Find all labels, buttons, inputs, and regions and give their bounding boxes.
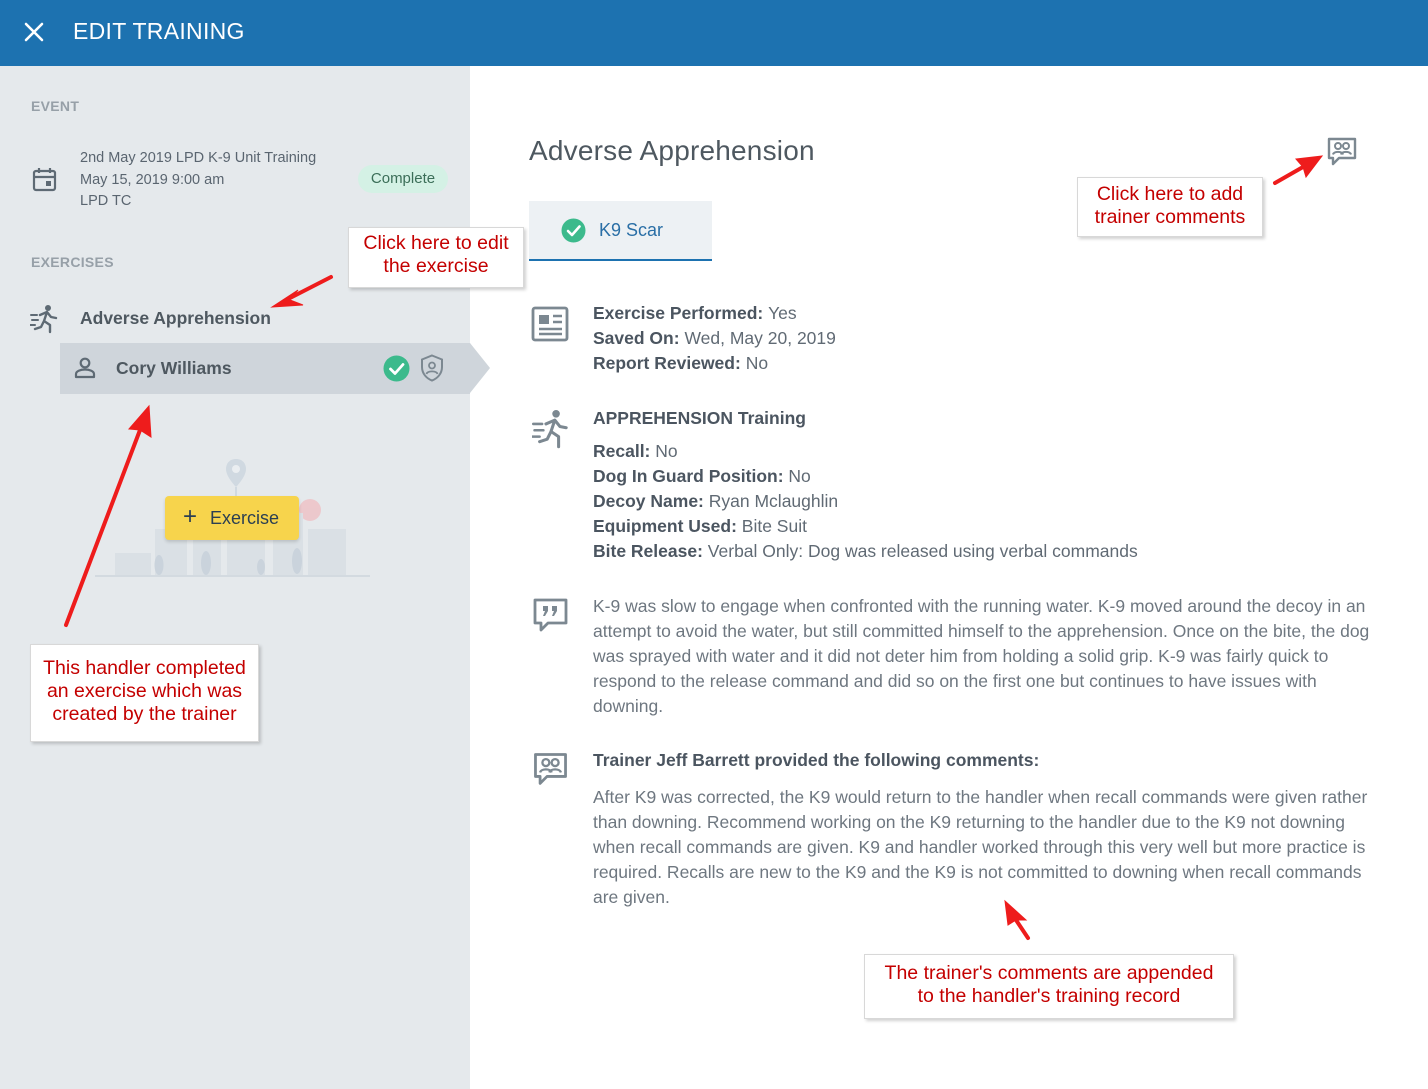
status-badge: Complete — [358, 165, 448, 193]
callout-edit-exercise: Click here to edit the exercise — [348, 227, 524, 288]
exercise-title: Adverse Apprehension — [529, 135, 815, 166]
handler-item[interactable] — [60, 343, 470, 394]
shield-icon — [420, 354, 444, 382]
plus-icon: + — [183, 503, 198, 530]
exercises-section-label: EXERCISES — [31, 254, 114, 270]
top-bar — [0, 0, 1428, 66]
field-row: Equipment Used: Bite Suit — [593, 516, 807, 536]
trainer-heading: Trainer Jeff Barrett provided the following comments: — [593, 750, 1040, 770]
event-location: LPD TC — [80, 193, 132, 209]
running-person-icon — [30, 304, 60, 334]
summary-row: Report Reviewed: No — [593, 353, 769, 373]
field-row: Bite Release: Verbal Only: Dog was released using verbal commands — [593, 541, 1138, 561]
exercise-item[interactable] — [30, 300, 430, 336]
apprehension-heading: APPREHENSION Training — [593, 408, 806, 428]
summary-row: Exercise Performed: Yes — [593, 303, 797, 323]
page-title: EDIT TRAINING — [73, 18, 245, 44]
report-icon — [531, 306, 569, 342]
add-exercise-label: Exercise — [210, 508, 280, 528]
callout-handler-completed: This handler completed an exercise which was created by the trainer — [30, 644, 259, 742]
event-name: 2nd May 2019 LPD K-9 Unit Training — [80, 150, 317, 166]
trainer-comment-icon — [532, 751, 569, 788]
quote-icon — [532, 597, 569, 634]
event-datetime: May 15, 2019 9:00 am — [80, 171, 225, 188]
handler-name: Cory Williams — [116, 358, 232, 378]
event-details — [80, 148, 316, 213]
field-row: Dog In Guard Position: No — [593, 466, 811, 486]
user-icon — [74, 357, 96, 379]
selection-arrow — [470, 343, 490, 393]
add-exercise-button[interactable] — [165, 496, 299, 540]
exercise-name: Adverse Apprehension — [80, 308, 271, 328]
calendar-icon — [32, 167, 58, 193]
apprehension-fields — [593, 439, 1138, 564]
tab-k9-scar[interactable] — [529, 201, 712, 261]
field-row: Decoy Name: Ryan Mclaughlin — [593, 491, 839, 511]
trainer-comment-icon[interactable] — [1326, 136, 1358, 168]
callout-add-comments: Click here to add trainer comments — [1077, 177, 1263, 237]
close-icon[interactable] — [20, 18, 48, 46]
callout-comments-appended: The trainer's comments are appended to the handler's training record — [864, 954, 1234, 1019]
field-row: Recall: No — [593, 441, 678, 461]
check-circle-icon — [383, 355, 410, 382]
summary-block — [593, 301, 836, 376]
exercise-notes: K-9 was slow to engage when confronted with the running water. K-9 moved around the decoy in an attempt to avoid the water, but still committed himself to the apprehension. Once on the bite, the dog was sprayed with water and it did not deter him from holding a solid grip. K-9 was fairly quick to respond to the release command and did so on the first one but continues to have issues with downing. — [593, 596, 1370, 716]
trainer-comments: After K9 was corrected, the K9 would return to the handler when recall commands were given rather than downing. Recommend working on the K9 returning to the handler due to the K9 not downing when recall commands are given. K9 and handler worked through this very well but more practice is required. Recalls are new to the K9 and the K9 is not committed to downing when recall commands are given. — [593, 787, 1368, 907]
summary-row: Saved On: Wed, May 20, 2019 — [593, 328, 836, 348]
running-person-icon — [532, 408, 570, 450]
tab-label: K9 Scar — [599, 220, 664, 240]
event-section-label: EVENT — [31, 98, 80, 114]
check-circle-icon — [561, 218, 586, 243]
